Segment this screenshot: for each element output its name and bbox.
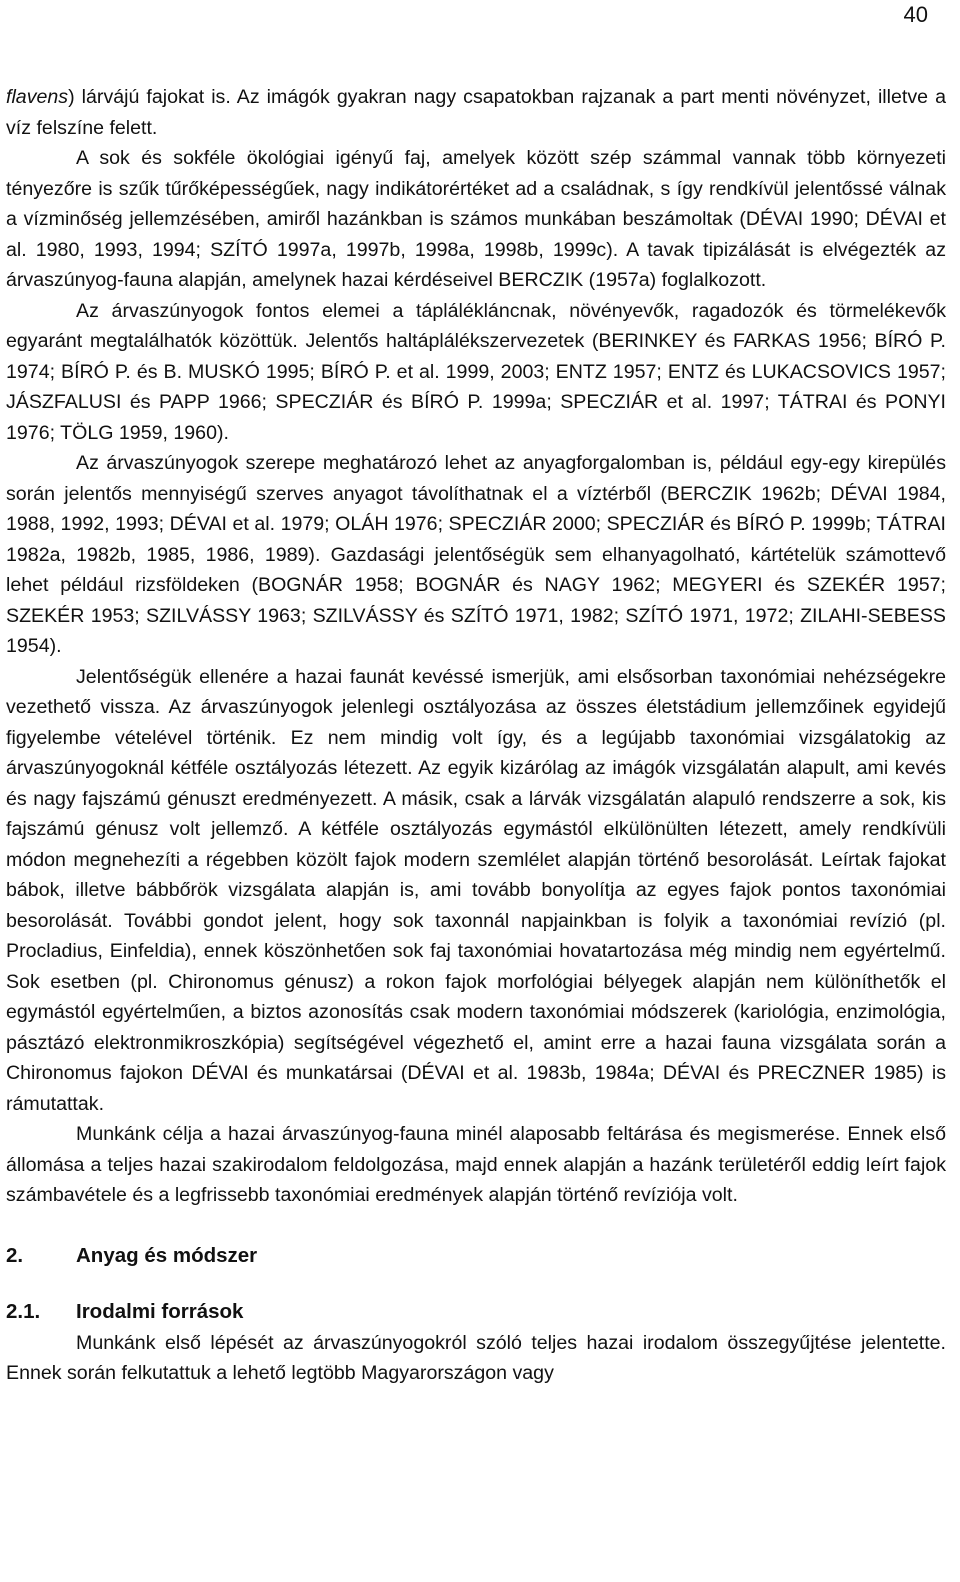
- subsection-title: Irodalmi források: [76, 1300, 244, 1323]
- subsection-number: 2.1.: [6, 1300, 41, 1323]
- paragraph-4: Az árvaszúnyogok szerepe meghatározó lehet az anyagforgalomban is, például egy-egy kirepülés során jelentős mennyiségű szerves anyagot távolíthatnak el a víztérből (BERCZIK 1962b; DÉVAI 1984, 1988, 1992, 1993; DÉVAI et al. 1979; OLÁH 1976; SPECZIÁR 2000; SPECZIÁR és BÍRÓ P. 1999b; TÁTRAI 1982a, 1982b, 1985, 1986, 1989). Gazdasági jelentőségük sem elhanyagolható, kártételük számottevő lehet például rizsföldeken (BOGNÁR 1958; BOGNÁR és NAGY 1962; MEGYERI és SZEKÉR 1957; SZEKÉR 1953; SZILVÁSSY 1963; SZILVÁSSY és SZÍTÓ 1971, 1982; SZÍTÓ 1971, 1972; ZILAHI-SEBESS 1954).: [6, 452, 946, 657]
- paragraph-6: Munkánk célja a hazai árvaszúnyog-fauna minél alaposabb feltárása és megismerése. Ennek első állomása a teljes hazai szakirodalom feldolgozása, majd ennek alapján a hazánk területéről eddig leírt fajok számbavétele és a legfrissebb taxonómiai eredmények alapján történő revíziója volt.: [6, 1123, 946, 1206]
- section-heading: [6, 1241, 946, 1272]
- body-text: [6, 82, 946, 1389]
- page-number: 40: [903, 2, 928, 27]
- paragraph-2: A sok és sokféle ökológiai igényű faj, amelyek között szép számmal vannak több környezeti tényezőre is szűk tűrőképességűek, nagy indikátorértéket ad a családnak, s így rendkívül jelentőssé válnak a vízminőség jellemzésében, amiről hazánkban is számos munkában beszámoltak (DÉVAI 1990; DÉVAI et al. 1980, 1993, 1994; SZÍTÓ 1997a, 1997b, 1998a, 1998b, 1999c). A tavak tipizálását is elvégezték az árvaszúnyog-fauna alapján, amelynek hazai kérdéseivel BERCZIK (1957a) foglalkozott.: [6, 147, 946, 291]
- paragraph-7: Munkánk első lépését az árvaszúnyogokról szóló teljes hazai irodalom összegyűjtése jelentette. Ennek során felkutattuk a lehető legtöbb Magyarországon vagy: [6, 1331, 946, 1384]
- paragraph-3: Az árvaszúnyogok fontos elemei a táplálékláncnak, növényevők, ragadozók és törmelékevők egyaránt megtalálhatók közöttük. Jelentős haltáplálékszervezetek (BERINKEY és FARKAS 1956; BÍRÓ P. 1974; BÍRÓ P. és B. MUSKÓ 1995; BÍRÓ P. et al. 1999, 2003; ENTZ 1957; ENTZ és LUKACSOVICS 1957; JÁSZFALUSI és PAPP 1966; SPECZIÁR és BÍRÓ P. 1999a; SPECZIÁR et al. 1997; TÁTRAI és PONYI 1976; TÖLG 1959, 1960).: [6, 299, 946, 444]
- paragraph-1: flavens) lárvájú fajokat is. Az imágók gyakran nagy csapatokban rajzanak a part menti növényzet, illetve a víz felszíne felett.: [6, 86, 946, 139]
- section-title: Anyag és módszer: [76, 1243, 258, 1267]
- paragraph-5: Jelentőségük ellenére a hazai faunát kevéssé ismerjük, ami elsősorban taxonómiai nehézségekre vezethető vissza. Az árvaszúnyogok jelenlegi osztályozása az összes életstádium jellemzőinek egyidejű figyelembe vételével történik. Ez nem mindig volt így, és a legújabb taxonómiai vizsgálatokig az árvaszúnyogoknál kétféle osztályozás létezett. Az egyik kizárólag az imágók vizsgálatán alapult, ami kevés és nagy fajszámú génuszt eredményezett. A másik, csak a lárvák vizsgálatán alapuló rendszerre a sok, kis fajszámú génusz volt jellemző. A kétféle osztályozás egymástól elkülönülten létezett, amely rendkívüli módon megnehezíti a régebben közölt fajok modern szemlélet alapján történő besorolását. Leírtak fajokat bábok, illetve bábbőrök vizsgálata alapján is, ami tovább bonyolítja az egyes fajok pontos taxonómiai besorolását. További gondot jelent, hogy sok taxonnál napjainkban is folyik a taxonómiai revízió (pl. Procladius, Einfeldia), ennek köszönhetően sok faj taxonómiai hovatartozása még mindig nem egyértelmű. Sok esetben (pl. Chironomus génusz) a rokon fajok morfológiai bélyegek alapján nem különíthetők el egymástól egyértelműen, a biztos azonosítás csak modern taxonómiai módszerek (kariológia, enzimológia, pásztázó elektronmikroszkópia) segítségével végezhető el, amint erre a hazai fauna vizsgálata során a Chironomus fajokon DÉVAI és munkatársai (DÉVAI et al. 1983b, 1984a; DÉVAI és PRECZNER 1985) is rámutattak.: [6, 665, 946, 1115]
- subsection-heading: [6, 1297, 946, 1328]
- species-name: flavens: [6, 86, 69, 108]
- section-number: 2.: [6, 1243, 24, 1267]
